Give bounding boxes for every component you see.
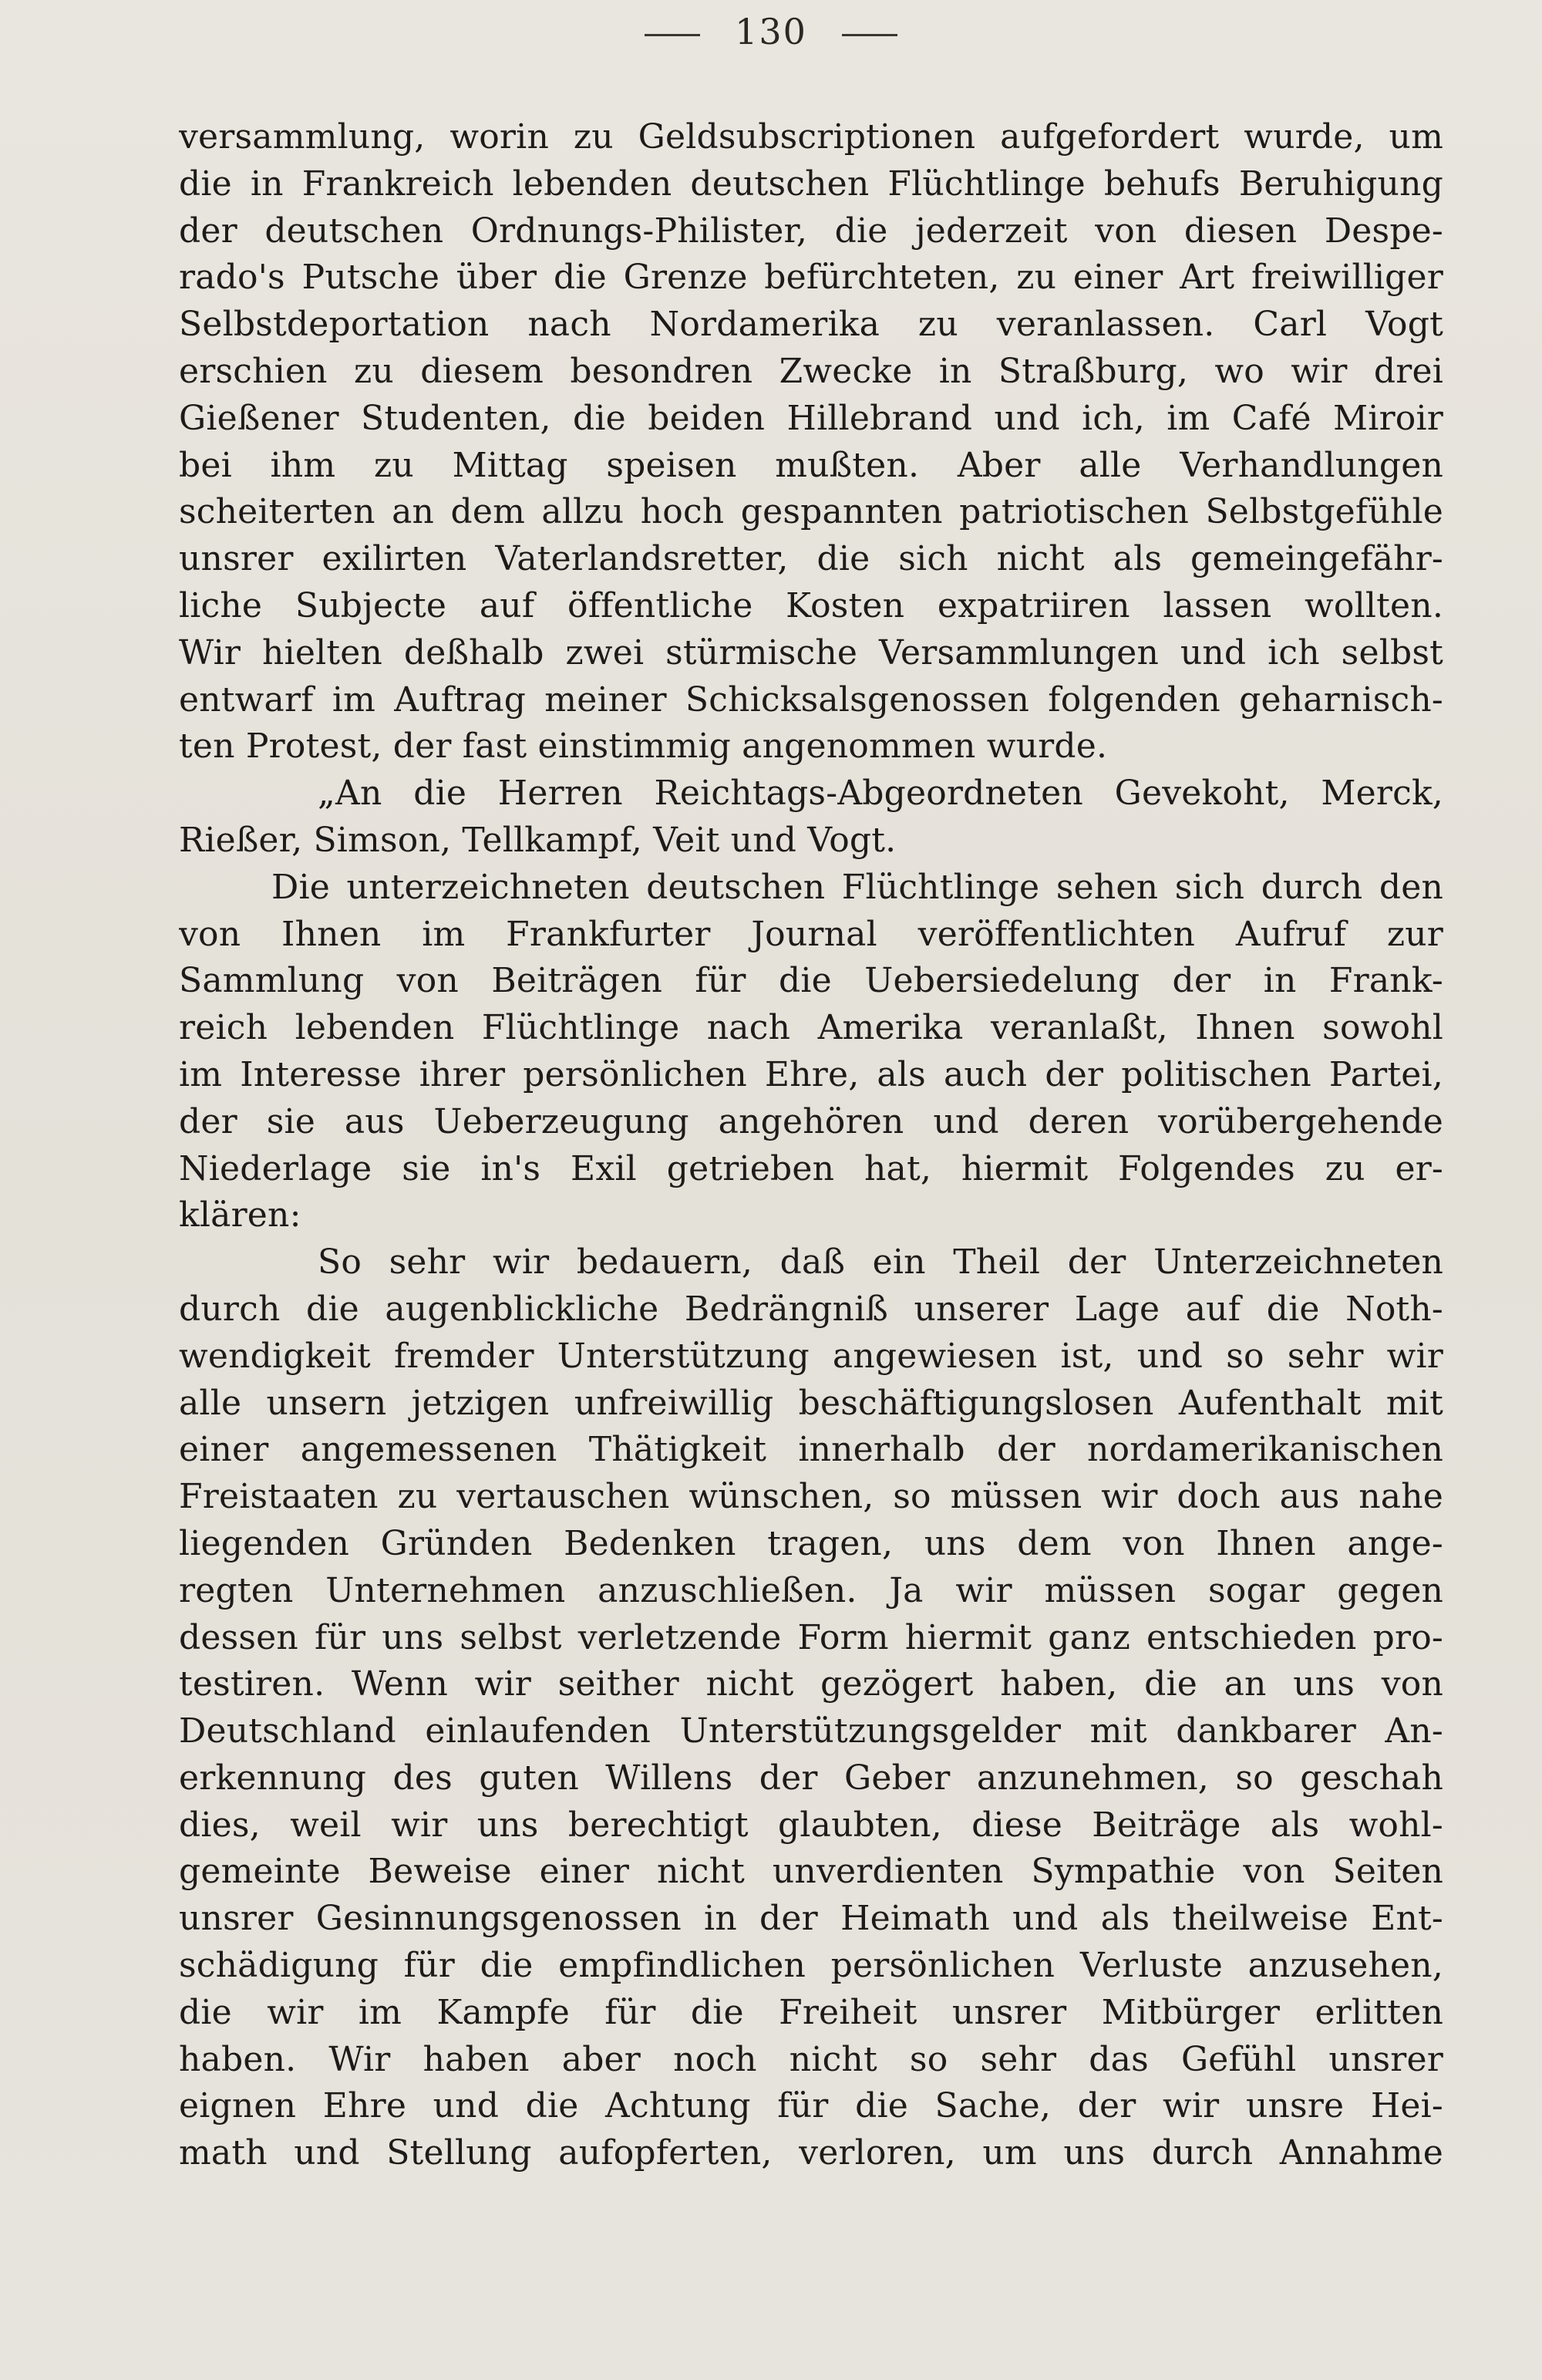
text-line: So sehr wir bedauern, daß ein Theil der Unterzeichneten bbox=[318, 1242, 1443, 1283]
text-line: Wir hielten deßhalb zwei stürmische Versammlungen und ich selbst bbox=[179, 632, 1443, 673]
text-line: im Interesse ihrer persönlichen Ehre, als auch der politischen Partei, bbox=[179, 1054, 1443, 1094]
text-line: haben. Wir haben aber noch nicht so sehr das Gefühl unsrer bbox=[179, 2039, 1443, 2079]
text-line: wendigkeit fremder Unterstützung angewiesen ist, und so sehr wir bbox=[179, 1336, 1443, 1376]
text-line: rado's Putsche über die Grenze befürchteten, zu einer Art freiwilliger bbox=[179, 258, 1443, 298]
text-line: versammlung, worin zu Geldsubscriptionen aufgefordert wurde, um bbox=[179, 117, 1443, 157]
text-line: math und Stellung aufopferten, verloren, um uns durch Annahme bbox=[179, 2133, 1443, 2173]
text-line: Deutschland einlaufenden Unterstützungsgelder mit dankbarer An- bbox=[179, 1711, 1443, 1751]
text-line: erschien zu diesem besondren Zwecke in Straßburg, wo wir drei bbox=[179, 351, 1443, 391]
text-line: ten Protest, der fast einstimmig angenommen wurde. bbox=[179, 726, 1108, 767]
text-line: scheiterten an dem allzu hoch gespannten patriotischen Selbstgefühle bbox=[179, 492, 1443, 532]
text-line: Freistaaten zu vertauschen wünschen, so müssen wir doch aus nahe bbox=[179, 1477, 1443, 1517]
text-line: bei ihm zu Mittag speisen mußten. Aber alle Verhandlungen bbox=[179, 445, 1443, 485]
text-line: liche Subjecte auf öffentliche Kosten expatriiren lassen wollten. bbox=[179, 585, 1443, 625]
text-line: der sie aus Ueberzeugung angehören und deren vorübergehende bbox=[179, 1101, 1443, 1141]
text-line: unsrer exilirten Vaterlandsretter, die sich nicht als gemeingefähr- bbox=[179, 539, 1443, 579]
address-heading-line: „An die Herren Reichtags-Abgeordneten Gevekoht, Merck, bbox=[318, 774, 1443, 814]
text-line: die wir im Kampfe für die Freiheit unsrer Mitbürger erlitten bbox=[179, 1992, 1443, 2032]
text-line: Selbstdeportation nach Nordamerika zu veranlassen. Carl Vogt bbox=[179, 305, 1443, 345]
header-dash-left bbox=[645, 34, 700, 36]
text-line: unsrer Gesinnungsgenossen in der Heimath und als theilweise Ent- bbox=[179, 1899, 1443, 1939]
address-heading-line: Rießer, Simson, Tellkampf, Veit und Vogt. bbox=[179, 820, 897, 860]
text-line: gemeinte Beweise einer nicht unverdienten Sympathie von Seiten bbox=[179, 1852, 1443, 1892]
text-line: testiren. Wenn wir seither nicht gezögert haben, die an uns von bbox=[179, 1664, 1443, 1704]
text-line: eignen Ehre und die Achtung für die Sache, der wir unsre Hei- bbox=[179, 2086, 1443, 2126]
text-line: von Ihnen im Frankfurter Journal veröffentlichten Aufruf zur bbox=[179, 914, 1443, 954]
body-text bbox=[179, 114, 1443, 2177]
text-line: durch die augenblickliche Bedrängniß unserer Lage auf die Noth- bbox=[179, 1289, 1443, 1329]
text-line: Gießener Studenten, die beiden Hillebrand und ich, im Café Miroir bbox=[179, 398, 1443, 438]
text-line: regten Unternehmen anzuschließen. Ja wir müssen sogar gegen bbox=[179, 1570, 1443, 1610]
header-dash-right bbox=[842, 34, 897, 36]
text-line: schädigung für die empfindlichen persönlichen Verluste anzusehen, bbox=[179, 1946, 1443, 1986]
text-line: klären: bbox=[179, 1195, 301, 1236]
text-line: Niederlage sie in's Exil getrieben hat, hiermit Folgendes zu er- bbox=[179, 1148, 1443, 1188]
text-line: einer angemessenen Thätigkeit innerhalb der nordamerikanischen bbox=[179, 1430, 1443, 1470]
text-line: dessen für uns selbst verletzende Form hiermit ganz entschieden pro- bbox=[179, 1617, 1443, 1657]
text-line: alle unsern jetzigen unfreiwillig beschäftigungslosen Aufenthalt mit bbox=[179, 1383, 1443, 1423]
text-line: erkennung des guten Willens der Geber anzunehmen, so geschah bbox=[179, 1758, 1443, 1798]
text-line: Die unterzeichneten deutschen Flüchtlinge sehen sich durch den bbox=[271, 867, 1443, 907]
page-number: 130 bbox=[735, 11, 807, 52]
text-line: entwarf im Auftrag meiner Schicksalsgenossen folgenden geharnisch- bbox=[179, 679, 1443, 720]
text-line: der deutschen Ordnungs-Philister, die jederzeit von diesen Despe- bbox=[179, 211, 1443, 251]
page-header bbox=[0, 11, 1542, 52]
text-line: reich lebenden Flüchtlinge nach Amerika veranlaßt, Ihnen sowohl bbox=[179, 1008, 1443, 1048]
text-line: dies, weil wir uns berechtigt glaubten, diese Beiträge als wohl- bbox=[179, 1805, 1443, 1845]
text-line: die in Frankreich lebenden deutschen Flüchtlinge behufs Beruhigung bbox=[179, 163, 1443, 204]
text-line: Sammlung von Beiträgen für die Uebersiedelung der in Frank- bbox=[179, 961, 1443, 1001]
text-line: liegenden Gründen Bedenken tragen, uns dem von Ihnen ange- bbox=[179, 1523, 1443, 1563]
